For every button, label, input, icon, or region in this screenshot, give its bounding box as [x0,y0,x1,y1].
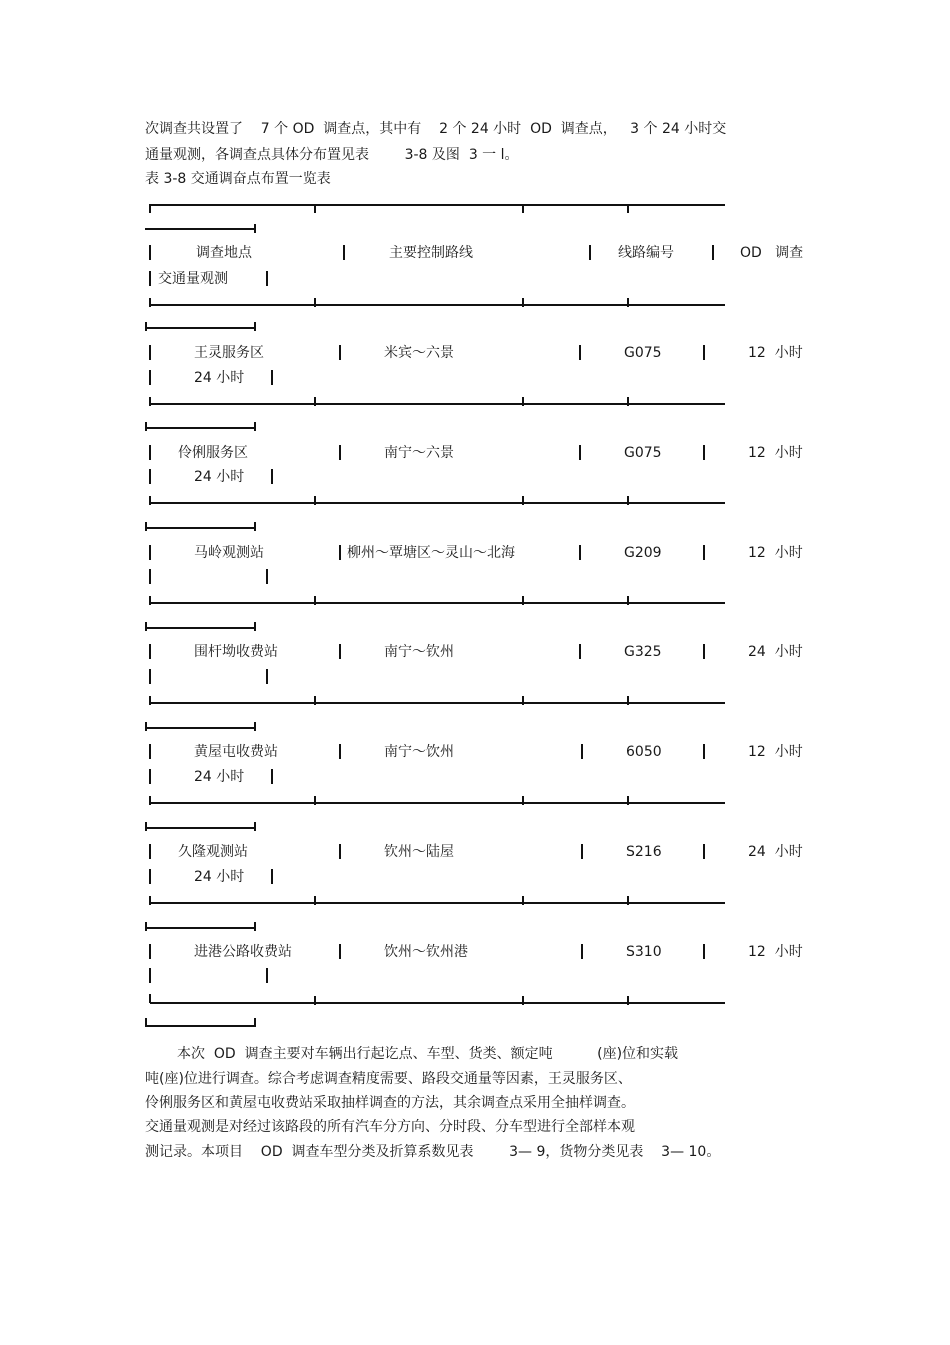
row-traffic: 24 小时 [194,469,245,485]
outro-line-3: 伶俐服务区和黄屋屯收费站采取抽样调查的方法，其余调查点采用全抽样调查。 [145,1095,635,1111]
header-location: 调查地点 [196,245,252,261]
row-code: S216 [626,844,662,860]
row-location: 久隆观测站 [178,844,248,860]
header-route: 主要控制路线 [389,245,473,261]
row-route: 柳州～覃塘区～灵山～北海 [347,545,515,561]
header-code: 线路编号 [618,245,674,261]
row-od: 12 小时 [748,345,803,361]
row-traffic: 24 小时 [194,869,245,885]
header-od: OD 调查 [740,245,804,261]
row-route: 南宁～钦州 [384,644,454,660]
row-route: 饮州～钦州港 [384,944,468,960]
header-traffic: 交通量观测 [158,271,228,287]
row-location: 王灵服务区 [194,345,264,361]
intro-line-1: 次调查共设置了 7 个 OD 调查点，其中有 2 个 24 小时 OD 调查点， 3 个 24 小时交 [145,121,727,137]
row-route: 南宁～饮州 [384,744,454,760]
row-location: 伶俐服务区 [178,445,248,461]
row-code: G075 [624,345,662,361]
row-code: G209 [624,545,662,561]
row-od: 12 小时 [748,445,803,461]
row-traffic: 24 小时 [194,370,245,386]
row-code: G075 [624,445,662,461]
row-route: 南宁～六景 [384,445,454,461]
row-od: 12 小时 [748,944,803,960]
row-od: 12 小时 [748,545,803,561]
outro-line-1: 本次 OD 调查主要对车辆出行起讫点、车型、货类、额定吨 (座)位和实载 [177,1046,679,1062]
row-route: 米宾～六景 [384,345,454,361]
row-code: 6050 [626,744,662,760]
row-code: G325 [624,644,662,660]
table-caption: 表 3-8 交通调奋点布置一览表 [145,171,331,187]
row-od: 24 小时 [748,644,803,660]
row-traffic: 24 小时 [194,769,245,785]
row-location: 黄屋屯收费站 [194,744,278,760]
row-location: 围杆坳收费站 [194,644,278,660]
row-code: S310 [626,944,662,960]
row-route: 钦州～陆屋 [384,844,454,860]
intro-line-2: 通量观测，各调查点具体分布置见表 3-8 及图 3 一 l。 [145,147,519,163]
outro-line-5: 测记录。本项目 OD 调查车型分类及折算系数见表 3— 9，货物分类见表 3— 10。 [145,1144,721,1160]
row-od: 24 小时 [748,844,803,860]
row-location: 进港公路收费站 [194,944,292,960]
row-location: 马岭观测站 [194,545,264,561]
row-od: 12 小时 [748,744,803,760]
outro-line-2: 吨(座)位进行调查。综合考虑调查精度需要、路段交通量等因素，王灵服务区、 [145,1071,632,1087]
outro-line-4: 交通量观测是对经过该路段的所有汽车分方向、分时段、分车型进行全部样本观 [145,1119,635,1135]
